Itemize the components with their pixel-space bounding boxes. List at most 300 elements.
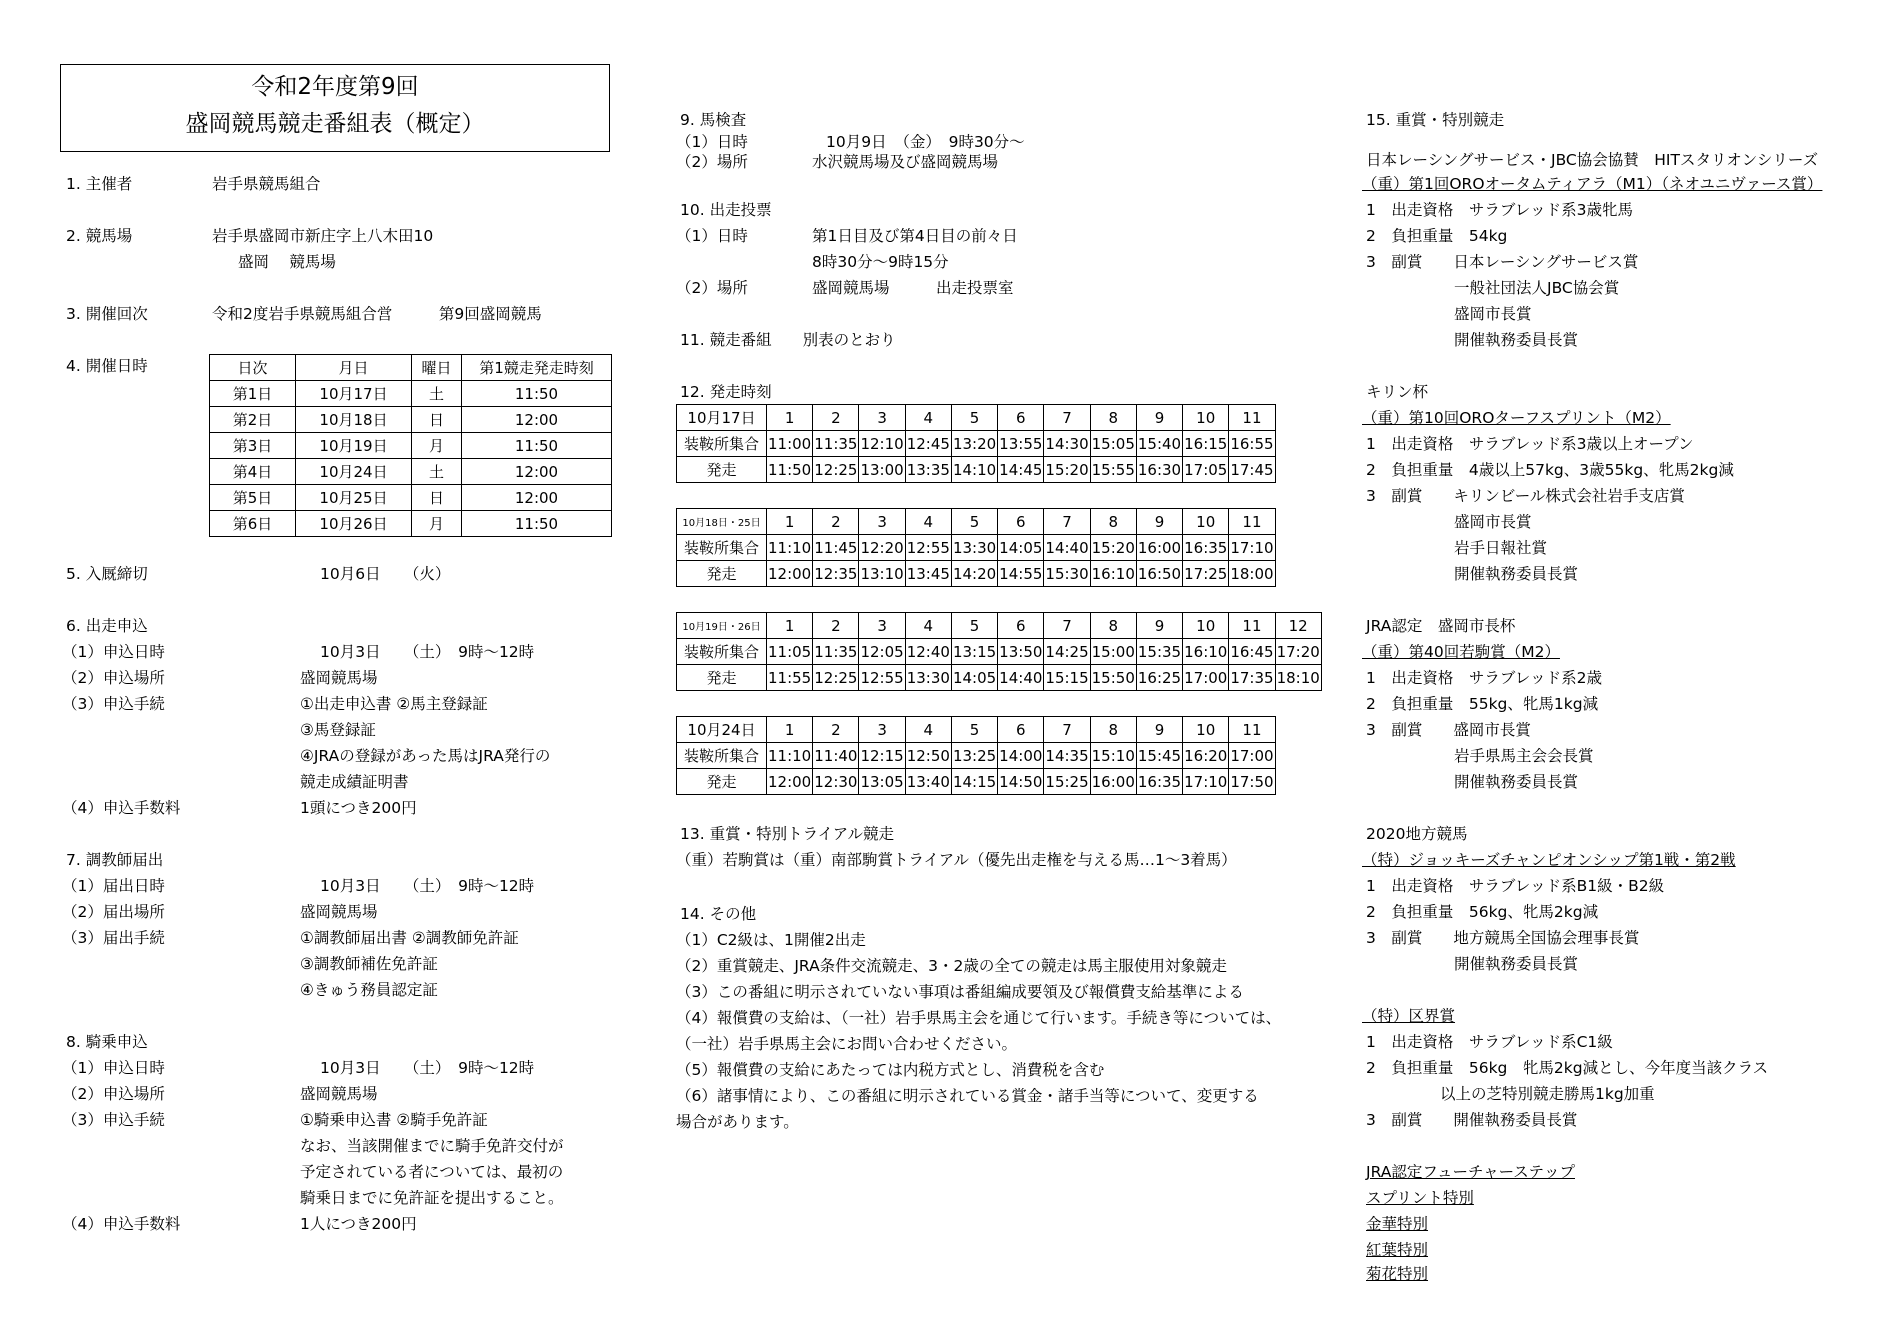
race-number-row (677, 405, 1276, 431)
start-time-row-cell: 16:10 (1090, 561, 1136, 587)
race-days-cell: 10月24日 (296, 459, 412, 485)
col3-text-line: 15. 重賞・特別競走 (1366, 111, 1505, 129)
race-days-cell: 日 (412, 485, 462, 511)
race-days-cell: 第6日 (210, 511, 296, 537)
col1-text-line: なお、当該開催までに騎手免許交付が (300, 1137, 564, 1155)
col3-text-line: 3 副賞 盛岡市長賞 (1366, 721, 1531, 739)
title-line2: 盛岡競馬競走番組表（概定） (185, 111, 485, 137)
col2-text-line: 水沢競馬場及び盛岡競馬場 (812, 153, 999, 171)
col1-text-line: 1人につき200円 (300, 1215, 417, 1233)
saddling-time-row-cell: 11:35 (813, 639, 859, 665)
start-time-row-cell: 15:30 (1044, 561, 1090, 587)
saddling-time-row-cell: 12:20 (859, 535, 905, 561)
col2-text-line: （3）この番組に明示されていない事項は番組編成要領及び報償費支給基準による (676, 983, 1244, 1001)
start-time-row-cell: 18:00 (1229, 561, 1275, 587)
table-row (210, 459, 612, 485)
col3-text-line: 3 副賞 地方競馬全国協会理事長賞 (1366, 929, 1640, 947)
col3-text-line: 岩手県馬主会会長賞 (1454, 747, 1594, 765)
race-number-row-cell: 8 (1090, 613, 1136, 639)
race-days-cell: 10月26日 (296, 511, 412, 537)
col2-text-line: 12. 発走時刻 (680, 383, 772, 401)
start-time-row-cell: 13:45 (905, 561, 951, 587)
start-time-row-cell: 12:25 (813, 665, 859, 691)
col2-text-line: 11. 競走番組 別表のとおり (680, 331, 896, 349)
start-time-row-cell: 14:15 (951, 769, 997, 795)
saddling-time-row-cell: 17:10 (1229, 535, 1275, 561)
col1-text-line: （2）申込場所 (62, 669, 165, 687)
col2-text-line: 13. 重賞・特別トライアル競走 (680, 825, 895, 843)
saddling-time-row-cell: 16:00 (1136, 535, 1182, 561)
start-time-row (677, 561, 1276, 587)
col1-text-line: 10月3日 （土） 9時～12時 (320, 877, 535, 895)
title-line1: 令和2年度第9回 (251, 74, 419, 100)
start-time-row-cell: 11:55 (767, 665, 813, 691)
saddling-time-row-cell: 11:35 (813, 431, 859, 457)
saddling-time-row-cell: 17:00 (1229, 743, 1275, 769)
start-time-row-cell: 17:25 (1183, 561, 1229, 587)
start-time-row-cell: 14:10 (951, 457, 997, 483)
col3-text-line: 金華特別 (1366, 1215, 1429, 1233)
race-days-header-cell: 第1競走発走時刻 (462, 355, 612, 381)
start-time-row-cell: 13:00 (859, 457, 905, 483)
col1-text-line: （1）届出日時 (62, 877, 165, 895)
start-time-row (677, 769, 1276, 795)
col3-text-line: JRA認定 盛岡市長杯 (1366, 617, 1516, 635)
race-days-cell: 第1日 (210, 381, 296, 407)
start-time-row-cell: 16:35 (1136, 769, 1182, 795)
saddling-time-row-cell: 16:55 (1229, 431, 1275, 457)
post-time-table (676, 404, 1276, 483)
race-days-cell: 月 (412, 511, 462, 537)
race-number-row (677, 613, 1322, 639)
start-time-row-cell: 17:00 (1183, 665, 1229, 691)
race-days-cell: 11:50 (462, 433, 612, 459)
col2-text-line: （2）場所 (676, 279, 748, 297)
race-number-row-cell: 1 (767, 405, 813, 431)
saddling-time-row-cell: 15:35 (1136, 639, 1182, 665)
race-number-row-cell: 3 (859, 509, 905, 535)
race-number-row-cell: 11 (1229, 613, 1275, 639)
saddling-time-row-cell: 13:30 (951, 535, 997, 561)
race-number-row-cell: 2 (813, 613, 859, 639)
saddling-time-row-cell: 12:05 (859, 639, 905, 665)
col3-text-line: 菊花特別 (1366, 1265, 1429, 1283)
col2-text-line: （1）C2級は、1開催2出走 (676, 931, 866, 949)
start-time-row-cell: 13:05 (859, 769, 905, 795)
col3-text-line: 開催執務委員長賞 (1454, 331, 1579, 349)
col3-text-line: 2 負担重量 55kg、牝馬1kg減 (1366, 695, 1599, 713)
start-time-row-cell: 12:00 (767, 769, 813, 795)
col1-text-line: ①騎乗申込書 ②騎手免許証 (300, 1111, 488, 1129)
col1-text-line: （2）申込場所 (62, 1085, 165, 1103)
col1-text-line: 10月6日 （火） (320, 565, 451, 583)
start-time-row-cell: 15:20 (1044, 457, 1090, 483)
race-number-row-cell: 6 (998, 509, 1044, 535)
col1-text-line: ③調教師補佐免許証 (300, 955, 438, 973)
saddling-time-row-cell: 15:10 (1090, 743, 1136, 769)
race-number-row (677, 509, 1276, 535)
start-time-row (677, 665, 1322, 691)
col2-text-line: （6）諸事情により、この番組に明示されている賞金・諸手当等について、変更する (676, 1087, 1259, 1105)
race-days-cell: 12:00 (462, 485, 612, 511)
race-number-row-cell: 5 (951, 509, 997, 535)
col3-text-line: 紅葉特別 (1366, 1241, 1429, 1259)
col2-text-line: （一社）岩手県馬主会にお問い合わせください。 (676, 1035, 1018, 1053)
start-time-row-label: 発走 (677, 665, 767, 691)
saddling-time-row-cell: 12:40 (905, 639, 951, 665)
col1-text-line: 4. 開催日時 (66, 357, 148, 375)
race-days-cell: 第4日 (210, 459, 296, 485)
col3-text-line: JRA認定フューチャーステップ (1366, 1163, 1575, 1181)
race-days-header-row (210, 355, 612, 381)
start-time-row-cell: 12:00 (767, 561, 813, 587)
start-time-row-cell: 13:35 (905, 457, 951, 483)
col2-text-line: 場合があります。 (676, 1113, 799, 1131)
start-time-row-cell: 18:10 (1275, 665, 1321, 691)
race-number-row-cell: 7 (1044, 717, 1090, 743)
saddling-time-row-cell: 12:45 (905, 431, 951, 457)
race-days-header-cell: 日次 (210, 355, 296, 381)
race-days-cell: 日 (412, 407, 462, 433)
col1-text-line: （3）申込手続 (62, 695, 165, 713)
saddling-time-row-cell: 13:50 (998, 639, 1044, 665)
col3-text-line: 3 副賞 開催執務委員長賞 (1366, 1111, 1578, 1129)
race-number-row-cell: 7 (1044, 509, 1090, 535)
saddling-time-row-cell: 15:05 (1090, 431, 1136, 457)
start-time-row-cell: 16:25 (1136, 665, 1182, 691)
col3-text-line: 一般社団法人JBC協会賞 (1454, 279, 1620, 297)
col3-text-line: 盛岡市長賞 (1454, 513, 1532, 531)
saddling-time-row-cell: 13:55 (998, 431, 1044, 457)
race-days-cell: 12:00 (462, 407, 612, 433)
post-time-table (676, 612, 1322, 691)
race-number-row-cell: 1 (767, 717, 813, 743)
race-number-row-cell: 11 (1229, 717, 1275, 743)
race-days-cell: 土 (412, 381, 462, 407)
race-days-cell: 第2日 (210, 407, 296, 433)
saddling-time-row-cell: 12:10 (859, 431, 905, 457)
col1-text-line: ④きゅう務員認定証 (300, 981, 438, 999)
race-days-cell: 第5日 (210, 485, 296, 511)
saddling-time-row (677, 535, 1276, 561)
race-number-row (677, 717, 1276, 743)
race-number-row-label: 10月18日・25日 (677, 509, 767, 535)
col3-text-line: スプリント特別 (1366, 1189, 1474, 1207)
saddling-time-row-cell: 16:20 (1183, 743, 1229, 769)
start-time-row-cell: 16:00 (1090, 769, 1136, 795)
start-time-row (677, 457, 1276, 483)
saddling-time-row-cell: 12:15 (859, 743, 905, 769)
race-number-row-cell: 1 (767, 509, 813, 535)
col3-text-line: 日本レーシングサービス・JBC協会協賛 HITスタリオンシリーズ (1366, 151, 1819, 169)
table-row (210, 381, 612, 407)
saddling-time-row-cell: 13:15 (951, 639, 997, 665)
race-number-row-cell: 10 (1183, 509, 1229, 535)
col3-text-line: 開催執務委員長賞 (1454, 955, 1579, 973)
col1-text-line: 7. 調教師届出 (66, 851, 164, 869)
race-number-row-cell: 9 (1136, 509, 1182, 535)
table-row (210, 511, 612, 537)
saddling-time-row-cell: 16:15 (1183, 431, 1229, 457)
col3-text-line: 開催執務委員長賞 (1454, 565, 1579, 583)
col1-text-line: 盛岡競馬場 (300, 1085, 378, 1103)
col1-text-line: 岩手県競馬組合 (212, 175, 321, 193)
start-time-row-label: 発走 (677, 561, 767, 587)
col3-text-line: 1 出走資格 サラブレッド系3歳牝馬 (1366, 201, 1633, 219)
race-number-row-cell: 8 (1090, 717, 1136, 743)
race-number-row-cell: 8 (1090, 405, 1136, 431)
col3-text-line: 1 出走資格 サラブレッド系3歳以上オープン (1366, 435, 1694, 453)
start-time-row-cell: 14:45 (998, 457, 1044, 483)
start-time-row-cell: 14:55 (998, 561, 1044, 587)
col2-text-line: （2）場所 (676, 153, 748, 171)
race-number-row-cell: 8 (1090, 509, 1136, 535)
saddling-time-row-cell: 16:35 (1183, 535, 1229, 561)
saddling-time-row-label: 装鞍所集合 (677, 743, 767, 769)
col2-text-line: 第1日目及び第4日目の前々日 (812, 227, 1018, 245)
col2-text-line: （4）報償費の支給は、（一社）岩手県馬主会を通じて行います。手続き等については、 (676, 1009, 1282, 1027)
saddling-time-row-cell: 15:40 (1136, 431, 1182, 457)
race-days-table (209, 354, 612, 537)
saddling-time-row-cell: 13:20 (951, 431, 997, 457)
col3-text-line: 1 出走資格 サラブレッド系B1級・B2級 (1366, 877, 1665, 895)
race-days-cell: 11:50 (462, 381, 612, 407)
race-number-row-cell: 6 (998, 717, 1044, 743)
saddling-time-row-cell: 15:00 (1090, 639, 1136, 665)
saddling-time-row-cell: 12:50 (905, 743, 951, 769)
col2-text-line: （1）日時 (676, 227, 748, 245)
col1-text-line: 騎乗日までに免許証を提出すること。 (300, 1189, 564, 1207)
race-number-row-cell: 9 (1136, 717, 1182, 743)
col2-text-line: 盛岡競馬場 出走投票室 (812, 279, 1014, 297)
race-days-header-cell: 月日 (296, 355, 412, 381)
col1-text-line: ①出走申込書 ②馬主登録証 (300, 695, 488, 713)
col1-text-line: 2. 競馬場 (66, 227, 133, 245)
race-number-row-label: 10月24日 (677, 717, 767, 743)
start-time-row-cell: 12:25 (813, 457, 859, 483)
race-number-row-cell: 10 (1183, 613, 1229, 639)
col3-text-line: （重）第10回OROターフスプリント（M2） (1362, 409, 1671, 427)
saddling-time-row-cell: 14:25 (1044, 639, 1090, 665)
col3-text-line: （重）第40回若駒賞（M2） (1362, 643, 1560, 661)
col1-text-line: 6. 出走申込 (66, 617, 148, 635)
race-number-row-cell: 5 (951, 613, 997, 639)
start-time-row-cell: 17:05 (1183, 457, 1229, 483)
col3-text-line: 1 出走資格 サラブレッド系2歳 (1366, 669, 1602, 687)
race-number-row-label: 10月19日・26日 (677, 613, 767, 639)
col3-text-line: （重）第1回OROオータムティアラ（M1）（ネオユニヴァース賞） (1362, 175, 1823, 193)
race-days-cell: 土 (412, 459, 462, 485)
saddling-time-row-cell: 11:45 (813, 535, 859, 561)
col1-text-line: 盛岡競馬場 (300, 669, 378, 687)
start-time-row-cell: 14:05 (951, 665, 997, 691)
col3-text-line: 開催執務委員長賞 (1454, 773, 1579, 791)
saddling-time-row-cell: 14:05 (998, 535, 1044, 561)
race-number-row-cell: 3 (859, 717, 905, 743)
saddling-time-row (677, 639, 1322, 665)
col1-text-line: 盛岡競馬場 (300, 903, 378, 921)
race-days-cell: 10月17日 (296, 381, 412, 407)
saddling-time-row-cell: 16:45 (1229, 639, 1275, 665)
race-days-cell: 10月18日 (296, 407, 412, 433)
saddling-time-row-cell: 11:10 (767, 743, 813, 769)
start-time-row-cell: 11:50 (767, 457, 813, 483)
saddling-time-row-cell: 13:25 (951, 743, 997, 769)
saddling-time-row-label: 装鞍所集合 (677, 639, 767, 665)
race-number-row-cell: 11 (1229, 509, 1275, 535)
start-time-row-cell: 12:35 (813, 561, 859, 587)
race-number-row-cell: 2 (813, 717, 859, 743)
start-time-row-cell: 15:15 (1044, 665, 1090, 691)
col3-text-line: 3 副賞 キリンビール株式会社岩手支店賞 (1366, 487, 1685, 505)
start-time-row-cell: 17:35 (1229, 665, 1275, 691)
col3-text-line: 1 出走資格 サラブレッド系C1級 (1366, 1033, 1613, 1051)
race-number-row-cell: 2 (813, 509, 859, 535)
race-number-row-cell: 1 (767, 613, 813, 639)
col1-text-line: 盛岡 競馬場 (238, 253, 336, 271)
col1-text-line: 令和2度岩手県競馬組合営 第9回盛岡競馬 (212, 305, 542, 323)
col1-text-line: 競走成績証明書 (300, 773, 409, 791)
col3-text-line: 3 副賞 日本レーシングサービス賞 (1366, 253, 1639, 271)
saddling-time-row-cell: 11:00 (767, 431, 813, 457)
col3-text-line: 2020地方競馬 (1366, 825, 1468, 843)
col1-text-line: 5. 入厩締切 (66, 565, 148, 583)
race-number-row-cell: 10 (1183, 717, 1229, 743)
race-number-row-cell: 4 (905, 717, 951, 743)
col1-text-line: ④JRAの登録があった馬はJRA発行の (300, 747, 551, 765)
saddling-time-row-cell: 11:40 (813, 743, 859, 769)
col1-text-line: 1頭につき200円 (300, 799, 417, 817)
race-days-cell: 12:00 (462, 459, 612, 485)
start-time-row-cell: 14:20 (951, 561, 997, 587)
table-row (210, 433, 612, 459)
col1-text-line: 3. 開催回次 (66, 305, 148, 323)
document-title-box (60, 64, 610, 152)
start-time-row-cell: 13:40 (905, 769, 951, 795)
start-time-row-cell: 16:30 (1136, 457, 1182, 483)
col3-text-line: 2 負担重量 54kg (1366, 227, 1508, 245)
saddling-time-row-cell: 14:00 (998, 743, 1044, 769)
race-number-row-label: 10月17日 (677, 405, 767, 431)
race-days-cell: 月 (412, 433, 462, 459)
race-number-row-cell: 9 (1136, 405, 1182, 431)
saddling-time-row-cell: 11:10 (767, 535, 813, 561)
saddling-time-row (677, 431, 1276, 457)
col1-text-line: （3）申込手続 (62, 1111, 165, 1129)
race-number-row-cell: 6 (998, 405, 1044, 431)
col2-text-line: （5）報償費の支給にあたっては内税方式とし、消費税を含む (676, 1061, 1105, 1079)
saddling-time-row-cell: 15:20 (1090, 535, 1136, 561)
saddling-time-row (677, 743, 1276, 769)
saddling-time-row-cell: 11:05 (767, 639, 813, 665)
start-time-row-cell: 15:50 (1090, 665, 1136, 691)
race-number-row-cell: 10 (1183, 405, 1229, 431)
col3-text-line: 2 負担重量 56kg、牝馬2kg減 (1366, 903, 1599, 921)
race-number-row-cell: 4 (905, 509, 951, 535)
saddling-time-row-label: 装鞍所集合 (677, 535, 767, 561)
race-days-cell: 10月25日 (296, 485, 412, 511)
table-row (210, 407, 612, 433)
race-number-row-cell: 4 (905, 613, 951, 639)
start-time-row-cell: 12:55 (859, 665, 905, 691)
col2-text-line: （重）若駒賞は（重）南部駒賞トライアル（優先出走権を与える馬…1～3着馬） (676, 851, 1237, 869)
col1-text-line: （1）申込日時 (62, 1059, 165, 1077)
col1-text-line: （4）申込手数料 (62, 1215, 181, 1233)
col1-text-line: （1）申込日時 (62, 643, 165, 661)
start-time-row-cell: 14:50 (998, 769, 1044, 795)
race-days-cell: 第3日 (210, 433, 296, 459)
saddling-time-row-cell: 14:35 (1044, 743, 1090, 769)
col2-text-line: 10月9日 （金） 9時30分～ (826, 133, 1025, 151)
col2-text-line: 9. 馬検査 (680, 111, 747, 129)
race-number-row-cell: 9 (1136, 613, 1182, 639)
start-time-row-cell: 12:30 (813, 769, 859, 795)
saddling-time-row-cell: 17:20 (1275, 639, 1321, 665)
col1-text-line: 8. 騎乗申込 (66, 1033, 148, 1051)
col1-text-line: 岩手県盛岡市新庄字上八木田10 (212, 227, 434, 245)
saddling-time-row-label: 装鞍所集合 (677, 431, 767, 457)
saddling-time-row-cell: 14:40 (1044, 535, 1090, 561)
race-number-row-cell: 4 (905, 405, 951, 431)
race-number-row-cell: 5 (951, 405, 997, 431)
start-time-row-cell: 16:50 (1136, 561, 1182, 587)
post-time-table (676, 508, 1276, 587)
col3-text-line: 2 負担重量 4歳以上57kg、3歳55kg、牝馬2kg減 (1366, 461, 1734, 479)
race-number-row-cell: 6 (998, 613, 1044, 639)
start-time-row-cell: 17:45 (1229, 457, 1275, 483)
saddling-time-row-cell: 15:45 (1136, 743, 1182, 769)
race-days-cell: 10月19日 (296, 433, 412, 459)
col2-text-line: 14. その他 (680, 905, 757, 923)
col2-text-line: 10. 出走投票 (680, 201, 772, 219)
saddling-time-row-cell: 12:55 (905, 535, 951, 561)
col3-text-line: （特）区界賞 (1362, 1007, 1456, 1025)
post-time-table (676, 716, 1276, 795)
race-number-row-cell: 2 (813, 405, 859, 431)
race-number-row-cell: 7 (1044, 613, 1090, 639)
table-row (210, 485, 612, 511)
col1-text-line: 1. 主催者 (66, 175, 133, 193)
start-time-row-cell: 17:50 (1229, 769, 1275, 795)
col1-text-line: （3）届出手続 (62, 929, 165, 947)
start-time-row-cell: 17:10 (1183, 769, 1229, 795)
col1-text-line: （2）届出場所 (62, 903, 165, 921)
start-time-row-cell: 14:40 (998, 665, 1044, 691)
race-days-cell: 11:50 (462, 511, 612, 537)
start-time-row-label: 発走 (677, 457, 767, 483)
saddling-time-row-cell: 16:10 (1183, 639, 1229, 665)
col1-text-line: ③馬登録証 (300, 721, 376, 739)
col3-text-line: （特）ジョッキーズチャンピオンシップ第1戦・第2戦 (1362, 851, 1736, 869)
col2-text-line: 8時30分～9時15分 (812, 253, 949, 271)
race-number-row-cell: 3 (859, 405, 905, 431)
race-days-header-cell: 曜日 (412, 355, 462, 381)
col3-text-line: 2 負担重量 56kg 牝馬2kg減とし、今年度当該クラス (1366, 1059, 1769, 1077)
race-number-row-cell: 7 (1044, 405, 1090, 431)
col2-text-line: （2）重賞競走、JRA条件交流競走、3・2歳の全ての競走は馬主服使用対象競走 (676, 957, 1227, 975)
start-time-row-label: 発走 (677, 769, 767, 795)
saddling-time-row-cell: 14:30 (1044, 431, 1090, 457)
race-number-row-cell: 3 (859, 613, 905, 639)
col1-text-line: 10月3日 （土） 9時～12時 (320, 643, 535, 661)
start-time-row-cell: 13:30 (905, 665, 951, 691)
col3-text-line: 岩手日報社賞 (1454, 539, 1548, 557)
start-time-row-cell: 15:25 (1044, 769, 1090, 795)
race-number-row-cell: 11 (1229, 405, 1275, 431)
col1-text-line: 10月3日 （土） 9時～12時 (320, 1059, 535, 1077)
col2-text-line: （1）日時 (676, 133, 748, 151)
col1-text-line: 予定されている者については、最初の (300, 1163, 564, 1181)
